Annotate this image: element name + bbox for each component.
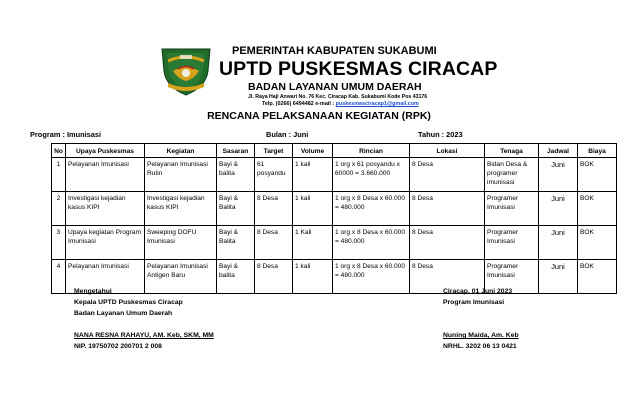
cell-kegiatan: Pelayanan Imunisasi Rutin — [145, 158, 217, 192]
cell-no: 3 — [52, 226, 66, 260]
cell-volume: 1 kali — [293, 158, 333, 192]
cell-upaya: Pelayanan Imunisasi — [66, 158, 145, 192]
cell-lokasi: 8 Desa — [410, 192, 485, 226]
table-header-row — [52, 144, 617, 158]
cell-no: 4 — [52, 260, 66, 294]
column-header-biaya: Biaya — [578, 144, 617, 158]
cell-tenaga: Bidan Desa & programer imunisasi — [485, 158, 539, 192]
cell-kegiatan: Pelayanan Imunisasi Antigen Baru — [145, 260, 217, 294]
cell-upaya: Investigasi kejadian kasus KIPI — [66, 192, 145, 226]
column-header-tenaga: Tenaga — [485, 144, 539, 158]
cell-kegiatan: Investigasi kejadian kasus KIPI — [145, 192, 217, 226]
cell-target: 8 Desa — [255, 260, 293, 294]
letterhead-contact — [262, 101, 419, 107]
letterhead-institution: UPTD PUSKESMAS CIRACAP — [219, 58, 498, 80]
cell-sasaran: Bayi & balita — [217, 158, 255, 192]
column-header-kegiatan: Kegiatan — [145, 144, 217, 158]
column-header-sasaran: Sasaran — [217, 144, 255, 158]
cell-rincian: 1 org x 8 Desa x 60.000 = 480.000 — [333, 192, 410, 226]
cell-upaya: Upaya kegiatan Program Imunisasi — [66, 226, 145, 260]
signature-block-right — [443, 286, 512, 308]
kabupaten-sukabumi-emblem-icon — [160, 47, 212, 97]
signer-unit-left: Badan Layanan Umum Daerah — [74, 310, 173, 317]
cell-volume: 1 Kali — [293, 226, 333, 260]
cell-sasaran: Bayi & Balita — [217, 192, 255, 226]
cell-sasaran: Bayi & balita — [217, 260, 255, 294]
cell-biaya: BOK — [578, 226, 617, 260]
cell-tenaga: Programer Imunisasi — [485, 260, 539, 294]
year-label: Tahun : 2023 — [418, 130, 463, 139]
column-header-rincian: Rincian — [333, 144, 410, 158]
signer-name-left: NANA RESNA RAHAYU, AM. Keb, SKM, MM — [74, 332, 214, 339]
cell-volume: 1 kali — [293, 260, 333, 294]
rpk-table — [51, 143, 617, 294]
cell-biaya: BOK — [578, 192, 617, 226]
signer-name-right: Nuning Maida, Am. Keb — [443, 332, 519, 339]
cell-jadwal: Juni — [539, 260, 578, 294]
cell-biaya: BOK — [578, 260, 617, 294]
cell-no: 1 — [52, 158, 66, 192]
cell-lokasi: 8 Desa — [410, 158, 485, 192]
cell-target: 8 Desa — [255, 226, 293, 260]
cell-upaya: Pelayanan Imunisasi — [66, 260, 145, 294]
acknowledged-label: Mengetahui — [74, 288, 112, 295]
column-header-no: No — [52, 144, 66, 158]
table-row — [52, 192, 617, 226]
signer-title-right: Program Imunisasi — [443, 299, 505, 306]
letterhead-subtitle: BADAN LAYANAN UMUM DAERAH — [248, 81, 422, 93]
table-row — [52, 158, 617, 192]
cell-kegiatan: Sweeping DOFU Imunisasi — [145, 226, 217, 260]
signer-title-left: Kepala UPTD Puskesmas Ciracap — [74, 299, 183, 306]
program-label: Program : Imunisasi — [30, 130, 102, 139]
column-header-lokasi: Lokasi — [410, 144, 485, 158]
contact-phone: Telp. (0266) 6494482 e-mail : — [262, 101, 336, 107]
cell-rincian: 1 org x 8 Desa x 60.000 = 480.000 — [333, 260, 410, 294]
letterhead-address: Jl. Raya Haji Anwari No. 76 Kec. Ciracap Kab. Sukabumi Kode Pos 43176 — [248, 94, 428, 100]
signer-id-right: NRHL. 3202 06 13 0421 — [443, 343, 517, 350]
cell-lokasi: 8 Desa — [410, 226, 485, 260]
email-link[interactable]: puskesmasciracap1@gmail.com — [335, 101, 419, 107]
place-date: Ciracap, 01 Juni 2023 — [443, 288, 513, 295]
signer-left — [74, 330, 214, 352]
signer-id-left: NIP. 19750702 200701 2 008 — [74, 343, 162, 350]
document-title: RENCANA PELAKSANAAN KEGIATAN (RPK) — [207, 110, 431, 122]
cell-target: 8 Desa — [255, 192, 293, 226]
cell-tenaga: Programer Imunisasi — [485, 226, 539, 260]
table-row — [52, 226, 617, 260]
cell-lokasi: 8 Desa — [410, 260, 485, 294]
column-header-volume: Volume — [293, 144, 333, 158]
cell-sasaran: Bayi & Balita — [217, 226, 255, 260]
cell-target: 61 posyandu — [255, 158, 293, 192]
signer-right — [443, 330, 519, 352]
cell-rincian: 1 org x 8 Desa x 60.000 = 480.000 — [333, 226, 410, 260]
cell-no: 2 — [52, 192, 66, 226]
cell-jadwal: Juni — [539, 158, 578, 192]
cell-jadwal: Juni — [539, 226, 578, 260]
cell-rincian: 1 org x 61 posyandu x 60000 = 3.660.000 — [333, 158, 410, 192]
letterhead-government: PEMERINTAH KABUPATEN SUKABUMI — [232, 45, 437, 57]
column-header-target: Target — [255, 144, 293, 158]
cell-biaya: BOK — [578, 158, 617, 192]
month-label: Bulan : Juni — [266, 130, 309, 139]
cell-tenaga: Programer Imunisasi — [485, 192, 539, 226]
cell-volume: 1 kali — [293, 192, 333, 226]
cell-jadwal: Juni — [539, 192, 578, 226]
column-header-upaya: Upaya Puskesmas — [66, 144, 145, 158]
column-header-jadwal: Jadwal — [539, 144, 578, 158]
signature-block-left — [74, 286, 183, 319]
